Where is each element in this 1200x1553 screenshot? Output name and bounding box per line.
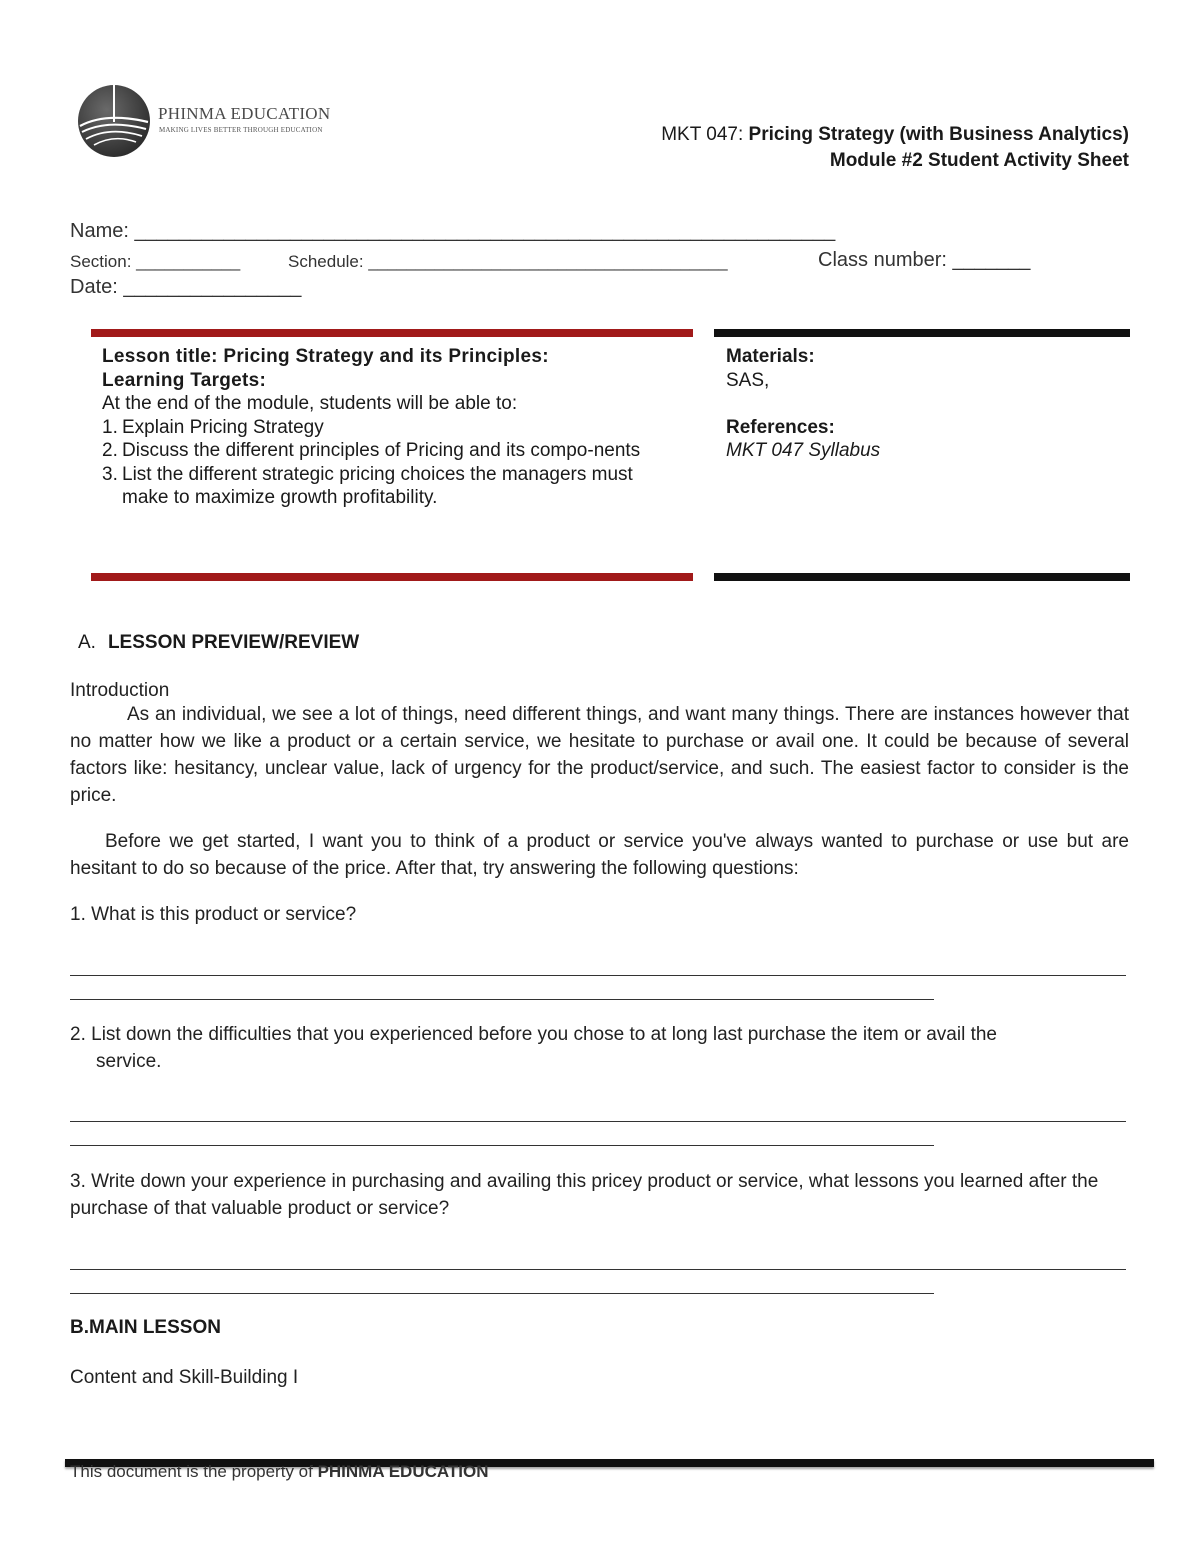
phinma-logo xyxy=(76,82,336,162)
document-header xyxy=(661,122,1129,174)
learning-targets-list xyxy=(102,416,682,510)
schedule-field[interactable]: Schedule: ______________________________________ xyxy=(288,252,728,271)
references-value: MKT 047 Syllabus xyxy=(726,440,881,461)
answer-line[interactable] xyxy=(70,1293,934,1294)
date-field[interactable]: Date: ________________ xyxy=(70,276,302,298)
question-2: 2. List down the difficulties that you experienced before you chose to at long last purchase the item or avail the xyxy=(70,1024,997,1045)
answer-line[interactable] xyxy=(70,1121,1126,1122)
phinma-emblem-icon xyxy=(76,82,152,160)
intro-paragraph-2: Before we get started, I want you to think of a product or service you've always wanted to purchase or use but are hesitant to do so because of the price. After that, try answering the following questions: xyxy=(70,831,1129,879)
logo-brand-text: PHINMA EDUCATION xyxy=(158,104,331,123)
footer-property-notice: This document is the property of PHINMA EDUCATION xyxy=(70,1462,489,1481)
question-3: 3. Write down your experience in purchasing and availing this pricey product or service, what lessons you learned after the purchase of that valuable product or service? xyxy=(70,1171,1099,1219)
course-line xyxy=(661,122,1129,148)
question-1: 1. What is this product or service? xyxy=(70,904,357,925)
intro-paragraph-1: As an individual, we see a lot of things, need different things, and want many things. There are instances however that no matter how we like a product or a certain service, we hesitate to purchase or avail one. It could be because of several factors like: hesitancy, unclear value, lack of urgency for the product/service, and such. The easiest factor to consider is the price. xyxy=(70,704,1129,806)
answer-line[interactable] xyxy=(70,975,1126,976)
class-number-field[interactable]: Class number: _______ xyxy=(818,249,1031,271)
section-b-heading: B.MAIN LESSON xyxy=(70,1317,221,1338)
materials-value: SAS, xyxy=(726,369,770,391)
materials-info xyxy=(726,345,1126,463)
references-label: References: xyxy=(726,416,835,438)
section-b-subtitle: Content and Skill-Building I xyxy=(70,1367,299,1388)
lesson-bottom-red-bar xyxy=(91,573,693,581)
list-item: 3. List the different strategic pricing choices the managers must make to maximize growth profitability. xyxy=(102,463,633,508)
lesson-title: Lesson title: Pricing Strategy and its Principles: xyxy=(102,346,549,367)
introduction-label: Introduction xyxy=(70,680,170,701)
lesson-info xyxy=(102,345,682,510)
question-2-continued: service. xyxy=(96,1051,162,1072)
module-title: Module #2 Student Activity Sheet xyxy=(829,150,1129,171)
answer-line[interactable] xyxy=(70,999,934,1000)
list-item: 1. Explain Pricing Strategy xyxy=(102,416,324,438)
answer-line[interactable] xyxy=(70,1145,934,1146)
name-field[interactable]: Name: _______________________________________________________________ xyxy=(70,220,836,242)
learning-targets-intro: At the end of the module, students will be able to: xyxy=(102,393,518,414)
section-field[interactable]: Section: ___________ xyxy=(70,252,241,271)
materials-label: Materials: xyxy=(726,346,815,367)
logo-tagline: MAKING LIVES BETTER THROUGH EDUCATION xyxy=(159,126,323,134)
answer-line[interactable] xyxy=(70,1269,1126,1270)
lesson-top-red-bar xyxy=(91,329,693,337)
materials-top-black-bar xyxy=(714,329,1130,337)
footer-owner: PHINMA EDUCATION xyxy=(317,1462,489,1481)
materials-bottom-black-bar xyxy=(714,573,1130,581)
course-title: Pricing Strategy (with Business Analytics) xyxy=(748,124,1129,145)
section-a-heading: A. LESSON PREVIEW/REVIEW xyxy=(78,632,360,653)
learning-targets-label: Learning Targets: xyxy=(102,369,267,391)
list-item: 2. Discuss the different principles of Pricing and its compo-nents xyxy=(102,440,641,461)
course-code: MKT 047: xyxy=(661,124,749,145)
